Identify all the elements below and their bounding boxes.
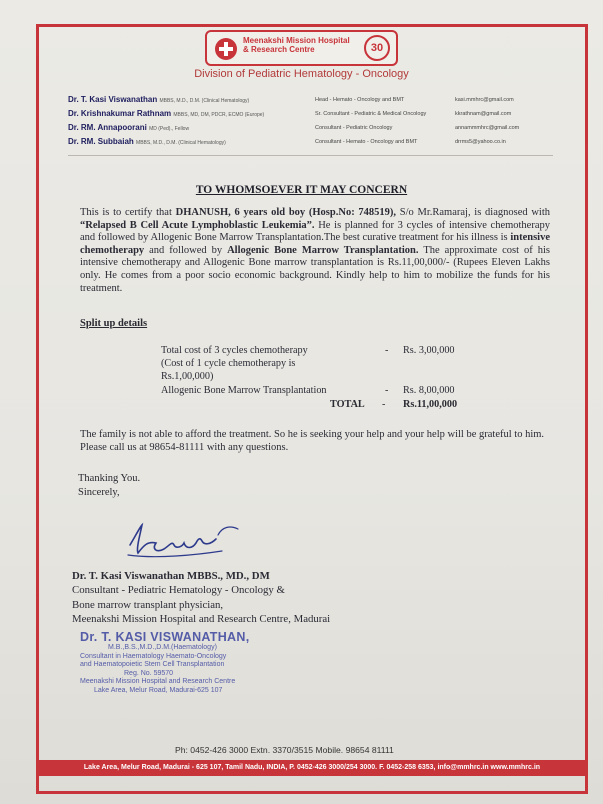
header-divider (68, 155, 553, 156)
signer-block (72, 569, 330, 626)
doctor-row: Dr. RM. Annapoorani MD (Ped)., Fellow Consultant - Pediatric Oncology annammmhrc@gmail.com (68, 123, 520, 132)
doctor-stamp: Dr. T. KASI VISWANATHAN, M.B.,B.S.,M.D.,D.M.(Haematology) Consultant in Haematology Haemato-Oncology and Haematopoietic Stem Cell Transplantation Reg. No. 59570 Meenakshi Mission Hospital and Research Centre Lake Area, Melur Road, Madurai-625 107 (80, 630, 280, 696)
signer-affiliation: Meenakshi Mission Hospital and Research Centre, Madurai (72, 612, 331, 625)
closing (78, 472, 140, 500)
cost-note: Rs.1,00,000) (161, 371, 214, 382)
total-dash: - (382, 399, 386, 410)
cost-dash: - (385, 385, 389, 396)
doctor-row: Dr. T. Kasi Viswanathan MBBS, M.D., D.M. (Clinical Hematology) Head - Hemato - Oncology and BMT kasi.mmhrc@gmail.com (68, 95, 514, 104)
cost-item-label: Allogenic Bone Marrow Transplantation (161, 385, 327, 396)
doctor-row: Dr. RM. Subbaiah MBBS, M.D., D.M. (Clinical Hematology) Consultant - Hemato - Oncology and BMT drrms5@yahoo.co.in (68, 137, 506, 146)
doctor-list (68, 95, 578, 151)
split-up-heading: Split up details (80, 318, 148, 329)
stamp-name: Dr. T. KASI VISWANATHAN, (80, 630, 250, 644)
division-title: Division of Pediatric Hematology - Oncology (194, 68, 409, 80)
letter-heading: TO WHOMSOEVER IT MAY CONCERN (195, 184, 408, 196)
thanks-line: Thanking You. (78, 473, 141, 484)
address-footer: Lake Area, Melur Road, Madurai - 625 107, Tamil Nadu, INDIA, P. 0452-426 3000/254 3000. F. 0452-258 6353, info@mmhrc.in www.mmhrc.in (36, 760, 588, 776)
cost-item-value: Rs. 3,00,000 (403, 345, 455, 356)
total-label: TOTAL (330, 399, 365, 410)
letter-paragraph-1: This is to certify that DHANUSH, 6 years old boy (Hosp.No: 748519), S/o Mr.Ramaraj, is diagnosed with “Relapsed B Cell Acute Lymphoblastic Leukemia”. He is planned for 3 cycles of intensive chemotherapy and followed by Allogenic Bone Marrow Transplantation.The best curative treatment for his illness is intensive chemotherapy and followed by Allogenic Bone Marrow Transplantation. The approximate cost of his intensive chemotherapy and Allogenic Bone marrow transplantation is Rs.11,00,000/- (Rupees Eleven Lakhs only. He comes from a poor socio economic background. Kindly help to him to mobilize the funds for his treatment. (80, 207, 551, 294)
cost-note: (Cost of 1 cycle chemotherapy is (161, 358, 296, 369)
doctor-row: Dr. Krishnakumar Rathnam MBBS, MD, DM, PDCR, ECMO (Europe) Sr. Consultant - Pediatric & Medical Oncology kkrathnam@gmail.com (68, 109, 512, 118)
hospital-logo (205, 30, 398, 66)
signer-title: Bone marrow transplant physician, (72, 598, 224, 611)
cost-item-label: Total cost of 3 cycles chemotherapy (161, 345, 308, 356)
signer-name: Dr. T. Kasi Viswanathan MBBS., MD., DM (72, 570, 270, 582)
letter-paragraph-2: The family is not able to afford the treatment. So he is seeking your help and your help will be grateful to him. Please call us at 98654-81111 with any questions. (80, 429, 545, 453)
hospital-name: Meenakshi Mission Hospital & Research Centre (243, 36, 350, 54)
cost-item-value: Rs. 8,00,000 (403, 385, 455, 396)
signer-title: Consultant - Pediatric Hematology - Oncology & (72, 584, 285, 597)
handwritten-signature (126, 515, 246, 565)
anniversary-seal-icon: 30 (364, 35, 390, 61)
total-value: Rs.11,00,000 (403, 399, 458, 410)
contact-phone: Ph: 0452-426 3000 Extn. 3370/3515 Mobile. 98654 81111 (175, 745, 394, 755)
cost-dash: - (385, 345, 389, 356)
hospital-cross-icon (215, 38, 237, 60)
sincerely-line: Sincerely, (78, 487, 120, 498)
